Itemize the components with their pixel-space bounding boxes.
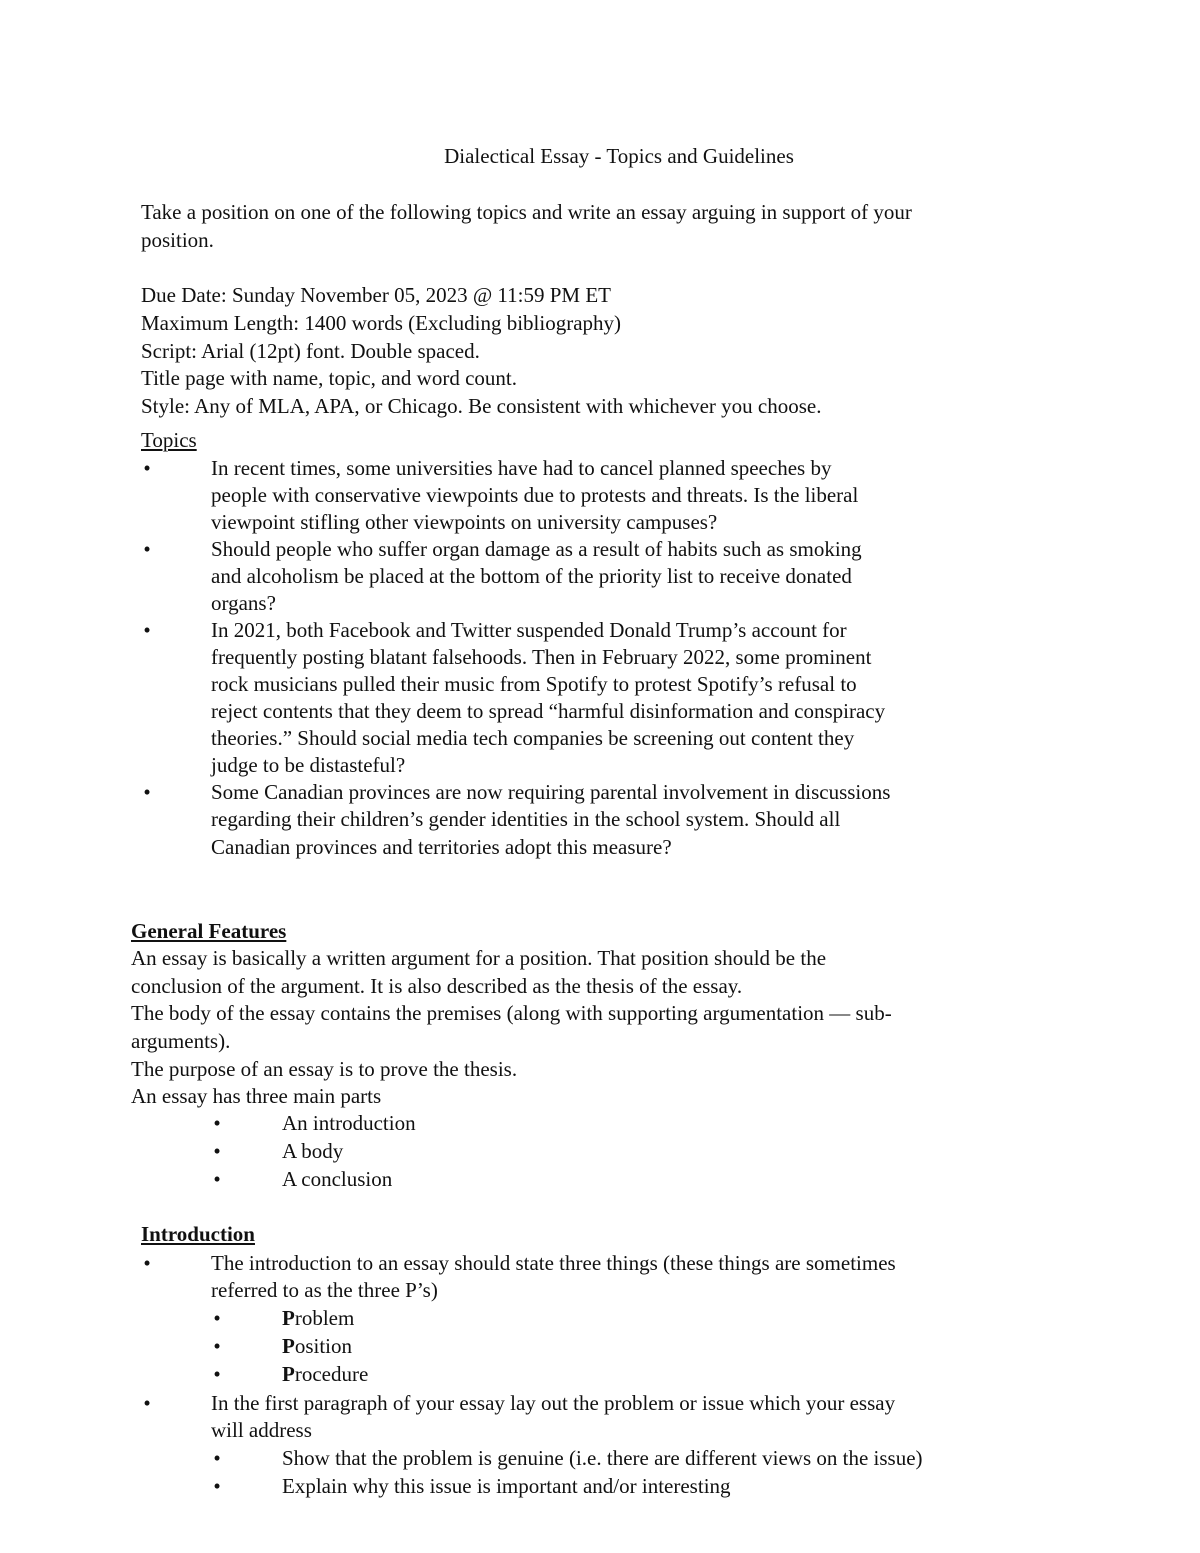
essay-part: An introduction — [282, 1111, 416, 1135]
topic-line: viewpoint stifling other viewpoints on university campuses? — [211, 510, 718, 534]
script-requirement: Script: Arial (12pt) font. Double spaced. — [141, 339, 480, 363]
essay-part: A conclusion — [282, 1167, 393, 1191]
bullet-icon: • — [143, 618, 151, 642]
style-requirement: Style: Any of MLA, APA, or Chicago. Be consistent with whichever you choose. — [141, 394, 822, 418]
general-features-line: The body of the essay contains the premises (along with supporting argumentation — sub- — [131, 1001, 892, 1025]
three-p-item — [282, 1361, 368, 1388]
introduction-subpoint: Show that the problem is genuine (i.e. there are different views on the issue) — [282, 1446, 923, 1470]
three-p-item — [282, 1305, 354, 1332]
three-p-rest: osition — [294, 1334, 353, 1358]
bullet-icon: • — [213, 1334, 221, 1358]
topics-heading: Topics — [141, 428, 197, 452]
bullet-icon: • — [213, 1167, 221, 1191]
three-p-initial: P — [282, 1362, 295, 1386]
topic-line: reject contents that they deem to spread “harmful disinformation and conspiracy — [211, 699, 886, 723]
introduction-line: In the first paragraph of your essay lay out the problem or issue which your essay — [211, 1391, 896, 1415]
topic-line: Some Canadian provinces are now requiring parental involvement in discussions — [211, 780, 891, 804]
topic-line: judge to be distasteful? — [211, 753, 406, 777]
intro-line: position. — [141, 228, 214, 252]
general-features-heading: General Features — [131, 919, 287, 943]
bullet-icon: • — [143, 1251, 151, 1275]
three-p-rest: roblem — [294, 1306, 355, 1330]
introduction-line: referred to as the three P’s) — [211, 1278, 438, 1302]
topic-line: theories.” Should social media tech companies be screening out content they — [211, 726, 855, 750]
topic-line: In 2021, both Facebook and Twitter suspended Donald Trump’s account for — [211, 618, 847, 642]
bullet-icon: • — [213, 1139, 221, 1163]
page-title: Dialectical Essay - Topics and Guidelines — [444, 144, 794, 168]
general-features-line: An essay has three main parts — [131, 1084, 382, 1108]
title-page-requirement: Title page with name, topic, and word count. — [141, 366, 517, 390]
introduction-subpoint: Explain why this issue is important and/or interesting — [282, 1474, 731, 1498]
topic-line: and alcoholism be placed at the bottom of the priority list to receive donated — [211, 564, 852, 588]
topic-line: rock musicians pulled their music from Spotify to protest Spotify’s refusal to — [211, 672, 857, 696]
essay-part: A body — [282, 1139, 344, 1163]
general-features-line: arguments). — [131, 1029, 231, 1053]
bullet-icon: • — [143, 537, 151, 561]
introduction-line: will address — [211, 1418, 312, 1442]
general-features-line: conclusion of the argument. It is also described as the thesis of the essay. — [131, 974, 743, 998]
three-p-item — [282, 1333, 352, 1360]
bullet-icon: • — [213, 1446, 221, 1470]
topic-line: Canadian provinces and territories adopt this measure? — [211, 835, 672, 859]
due-date: Due Date: Sunday November 05, 2023 @ 11:59 PM ET — [141, 283, 611, 307]
topic-line: frequently posting blatant falsehoods. Then in February 2022, some prominent — [211, 645, 872, 669]
bullet-icon: • — [213, 1111, 221, 1135]
intro-line: Take a position on one of the following topics and write an essay arguing in support of your — [141, 200, 912, 224]
general-features-line: An essay is basically a written argument for a position. That position should be the — [131, 946, 827, 970]
three-p-initial: P — [282, 1334, 295, 1358]
bullet-icon: • — [213, 1362, 221, 1386]
bullet-icon: • — [143, 1391, 151, 1415]
topic-line: people with conservative viewpoints due to protests and threats. Is the liberal — [211, 483, 859, 507]
bullet-icon: • — [143, 780, 151, 804]
max-length: Maximum Length: 1400 words (Excluding bibliography) — [141, 311, 622, 335]
introduction-line: The introduction to an essay should state three things (these things are sometimes — [211, 1251, 896, 1275]
introduction-heading: Introduction — [141, 1222, 255, 1246]
bullet-icon: • — [143, 456, 151, 480]
three-p-rest: rocedure — [294, 1362, 369, 1386]
three-p-initial: P — [282, 1306, 295, 1330]
topic-line: organs? — [211, 591, 276, 615]
bullet-icon: • — [213, 1306, 221, 1330]
bullet-icon: • — [213, 1474, 221, 1498]
topic-line: Should people who suffer organ damage as a result of habits such as smoking — [211, 537, 862, 561]
general-features-line: The purpose of an essay is to prove the thesis. — [131, 1057, 518, 1081]
topic-line: In recent times, some universities have had to cancel planned speeches by — [211, 456, 832, 480]
topic-line: regarding their children’s gender identities in the school system. Should all — [211, 807, 841, 831]
